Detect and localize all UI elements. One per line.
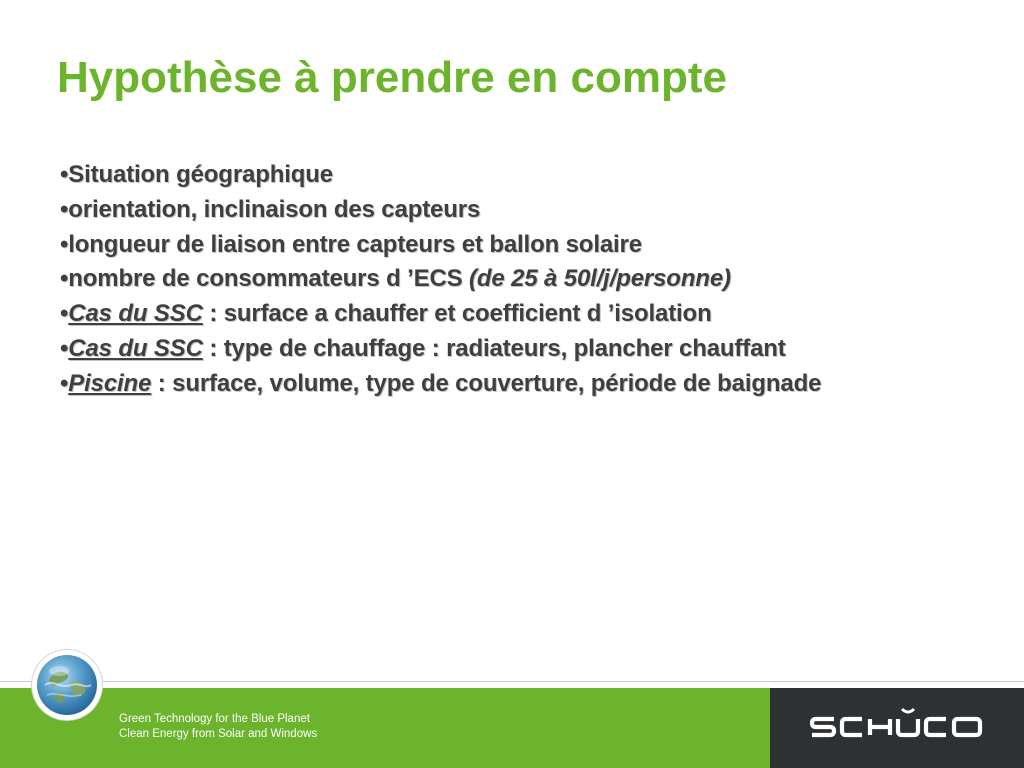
globe-icon <box>37 655 97 715</box>
bullet-emphasis: Cas du SSC <box>68 334 203 362</box>
bullet-text: : surface, volume, type de couverture, période de baignade <box>151 369 822 397</box>
footer-green-band <box>0 688 770 768</box>
footer-divider <box>0 681 1024 682</box>
bullet-italic-note: (de 25 à 50l/j/personne) <box>469 265 731 293</box>
slide-title: Hypothèse à prendre en compte <box>57 53 727 102</box>
bullet-marker: • <box>60 265 69 293</box>
bullet-marker: • <box>60 300 69 328</box>
schuco-logo <box>808 707 984 748</box>
bullet-item <box>60 228 821 263</box>
bullet-marker: • <box>60 230 69 258</box>
bullet-marker: • <box>60 195 69 223</box>
schuco-wordmark <box>808 707 984 743</box>
footer-tagline <box>119 712 317 742</box>
tagline-line: Green Technology for the Blue Planet <box>119 713 310 725</box>
bullet-text: nombre de consommateurs d ’ECS <box>68 265 470 293</box>
bullet-item <box>60 193 821 228</box>
bullet-text: longueur de liaison entre capteurs et ballon solaire <box>68 230 642 258</box>
bullet-emphasis: Cas du SSC <box>68 300 203 328</box>
bullet-list <box>60 158 821 402</box>
bullet-text: orientation, inclinaison des capteurs <box>68 195 481 223</box>
bullet-item <box>60 332 821 367</box>
bullet-item <box>60 297 821 332</box>
bullet-item <box>60 367 821 402</box>
bullet-text: Situation géographique <box>68 161 333 188</box>
tagline-line: Clean Energy from Solar and Windows <box>119 728 318 740</box>
bullet-text: : type de chauffage : radiateurs, plancher chauffant <box>202 334 786 362</box>
bullet-marker: • <box>60 334 69 362</box>
globe-continents <box>37 655 97 715</box>
bullet-text: : surface a chauffer et coefficient d ’isolation <box>202 300 712 328</box>
bullet-item <box>60 158 821 193</box>
bullet-emphasis: Piscine <box>68 369 152 397</box>
bullet-marker: • <box>60 161 69 188</box>
bullet-item <box>60 262 821 297</box>
bullet-marker: • <box>60 369 69 397</box>
